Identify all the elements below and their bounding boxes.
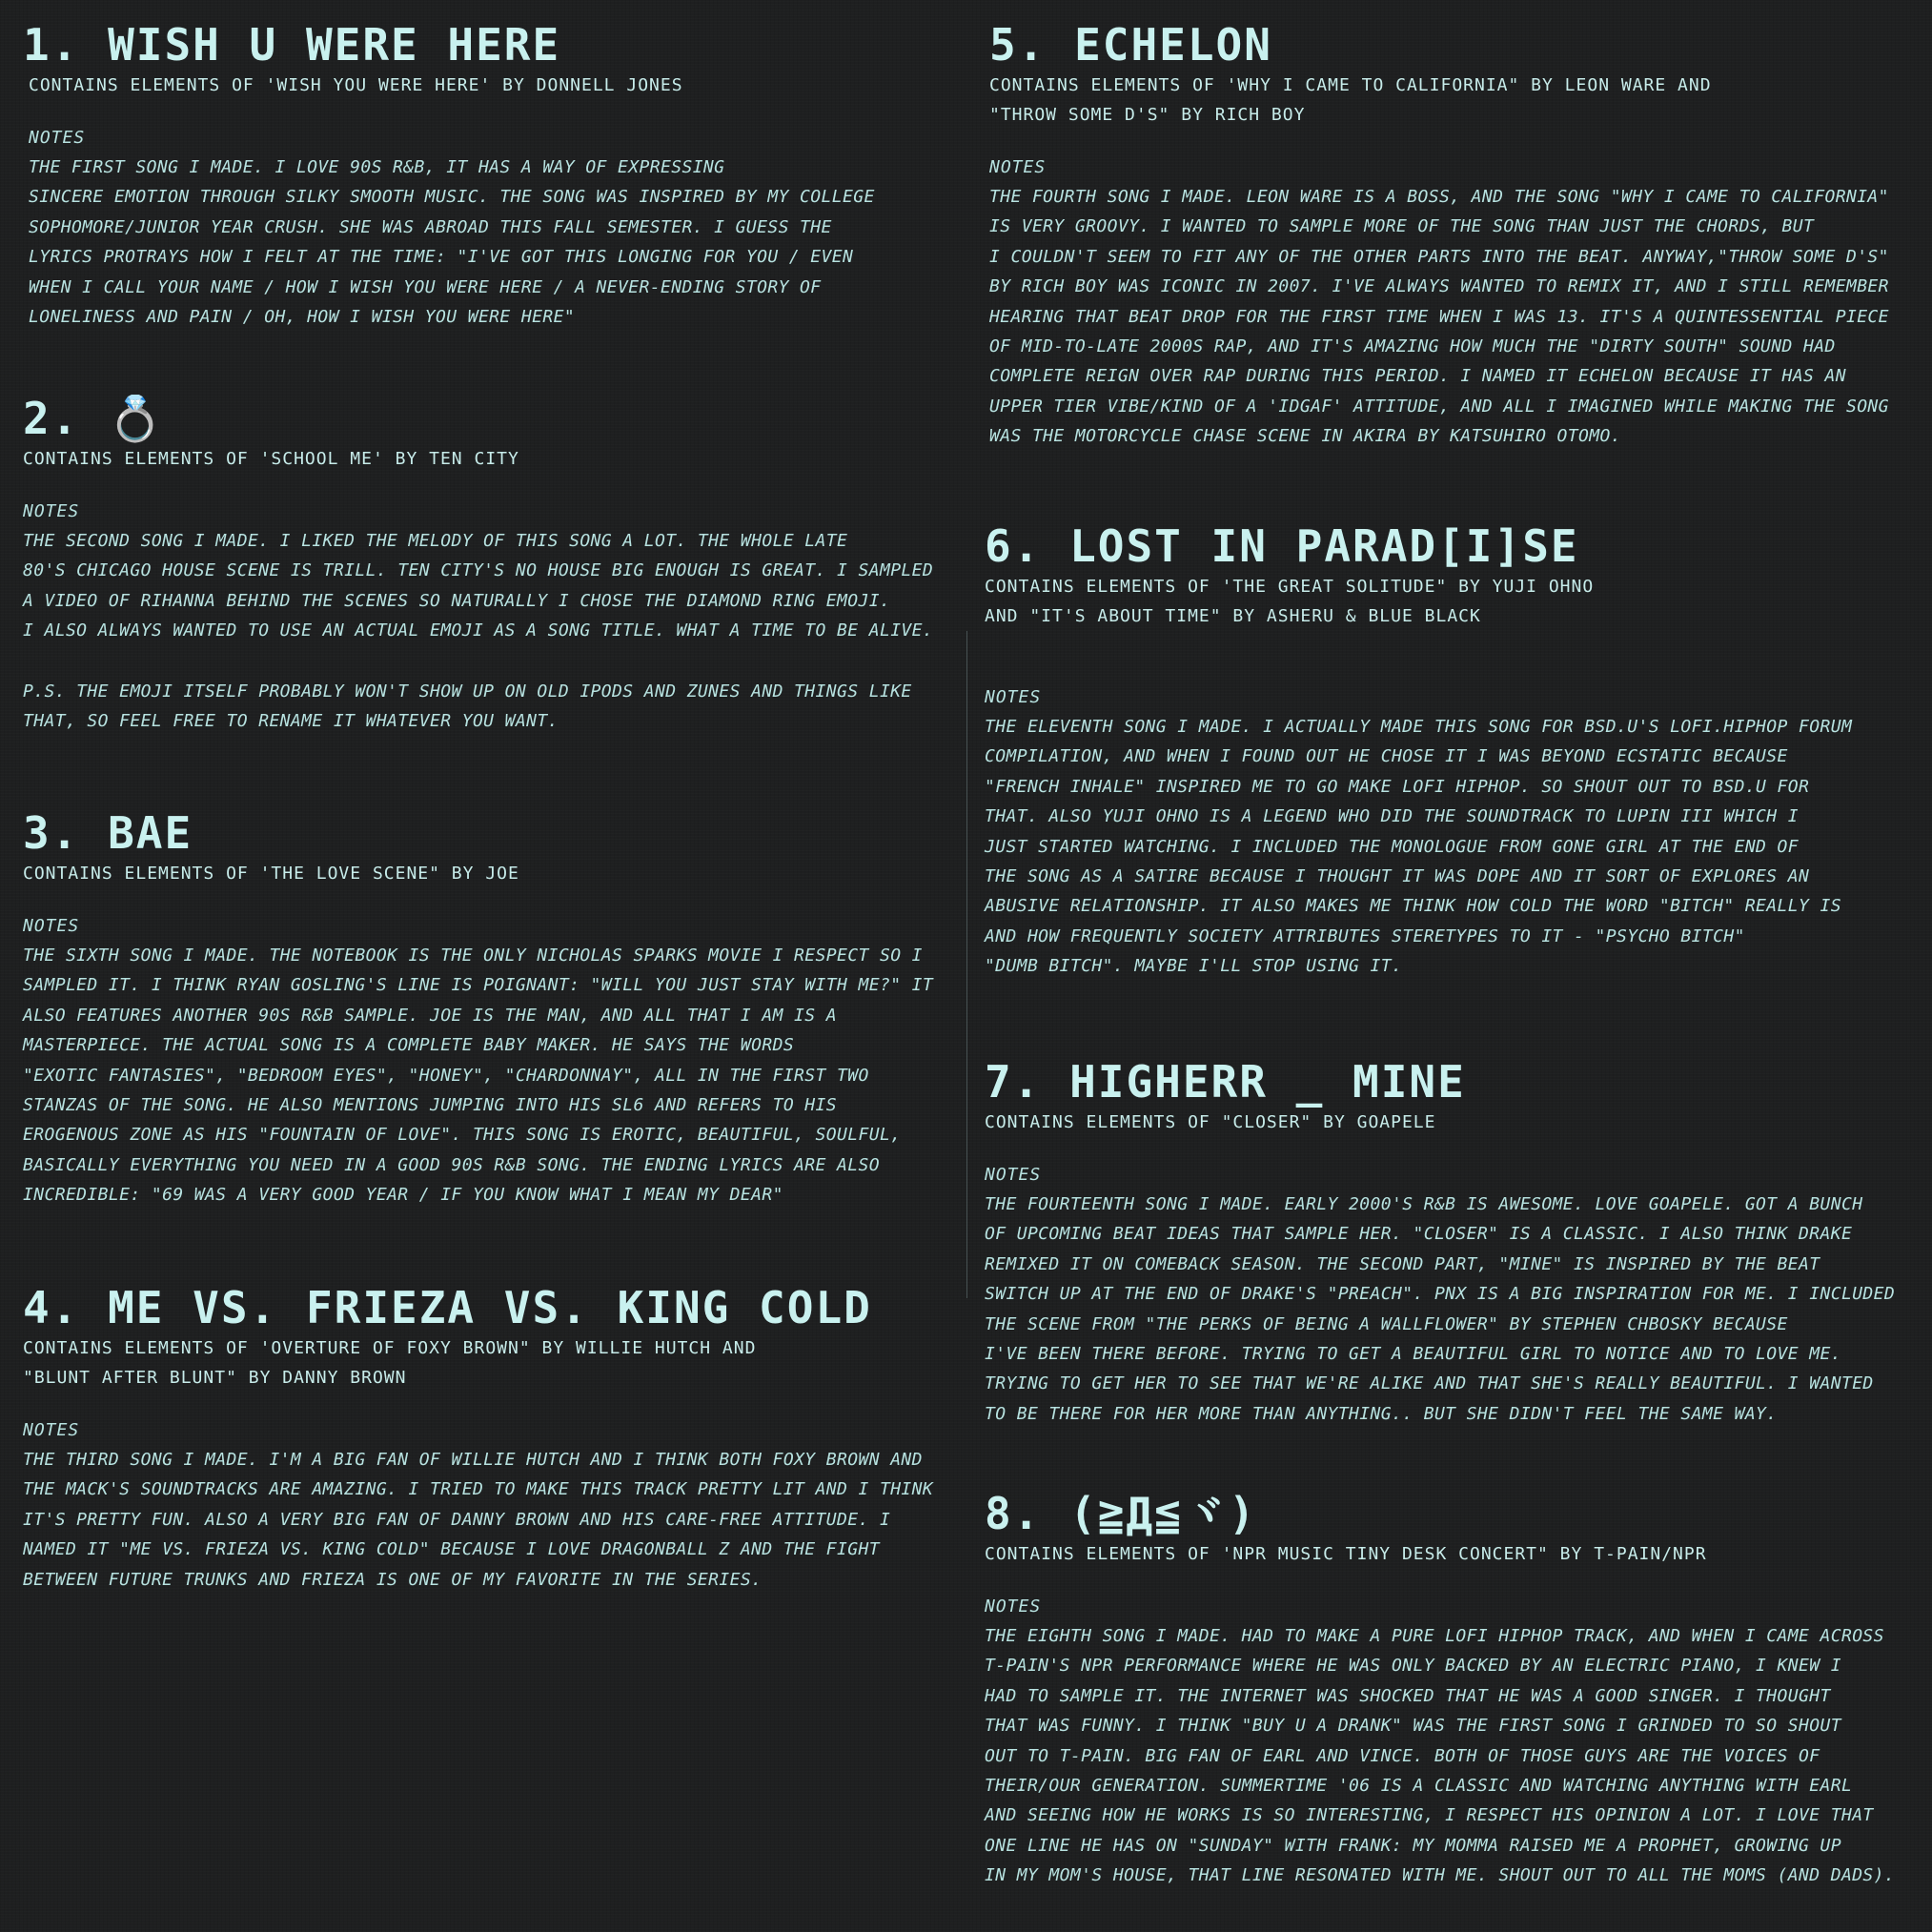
- song-credit: CONTAINS ELEMENTS OF 'OVERTURE OF FOXY BROWN" BY WILLIE HUTCH AND "BLUNT AFTER BLUNT" BY DANNY BROWN: [23, 1338, 757, 1388]
- song-6: [985, 520, 1909, 982]
- song-title: 4. ME VS. FRIEZA VS. KING COLD: [23, 1282, 872, 1333]
- song-4: [23, 1282, 957, 1595]
- song-8: [985, 1488, 1909, 1891]
- notes-label: NOTES: [23, 1420, 80, 1440]
- song-notes: THE SIXTH SONG I MADE. THE NOTEBOOK IS THE ONLY NICHOLAS SPARKS MOVIE I RESPECT SO I SAMPLED IT. I THINK RYAN GOSLING'S LINE IS POIGNANT: "WILL YOU JUST STAY WITH ME?" IT ALSO FEATURES ANOTHER 90S R&B SAMPLE. JOE IS THE MAN, AND ALL THAT I AM IS A MASTERPIECE. THE ACTUAL SONG IS A COMPLETE BABY MAKER. HE SAYS THE WORDS "EXOTIC FANTASIES", "BEDROOM EYES", "HONEY", "CHARDONNAY", ALL IN THE FIRST TWO STANZAS OF THE SONG. HE ALSO MENTIONS JUMPING INTO HIS SL6 AND REFERS TO HIS EROGENOUS ZONE AS HIS "FOUNTAIN OF LOVE". THIS SONG IS EROTIC, BEAUTIFUL, SOULFUL, BASICALLY EVERYTHING YOU NEED IN A GOOD 90S R&B SONG. THE ENDING LYRICS ARE ALSO INCREDIBLE: "69 WAS A VERY GOOD YEAR / IF YOU KNOW WHAT I MEAN MY DEAR": [23, 946, 934, 1206]
- song-5: [989, 19, 1909, 452]
- song-3: [23, 807, 957, 1210]
- song-notes: THE FOURTH SONG I MADE. LEON WARE IS A BOSS, AND THE SONG "WHY I CAME TO CALIFORNIA" IS VERY GROOVY. I WANTED TO SAMPLE MORE OF THE SONG THAN JUST THE CHORDS, BUT I COULDN'T SEEM TO FIT ANY OF THE OTHER PARTS INTO THE BEAT. ANYWAY,"THROW SOME D'S" BY RICH BOY WAS ICONIC IN 2007. I'VE ALWAYS WANTED TO REMIX IT, AND I STILL REMEMBER HEARING THAT BEAT DROP FOR THE FIRST TIME WHEN I WAS 13. IT'S A QUINTESSENTIAL PIECE OF MID-TO-LATE 2000S RAP, AND IT'S AMAZING HOW MUCH THE "DIRTY SOUTH" SOUND HAD COMPLETE REIGN OVER RAP DURING THIS PERIOD. I NAMED IT ECHELON BECAUSE IT HAS AN UPPER TIER VIBE/KIND OF A 'IDGAF' ATTITUDE, AND ALL I IMAGINED WHILE MAKING THE SONG WAS THE MOTORCYCLE CHASE SCENE IN AKIRA BY KATSUHIRO OTOMO.: [989, 187, 1889, 447]
- notes-label: NOTES: [29, 128, 86, 148]
- song-credit: CONTAINS ELEMENTS OF 'THE GREAT SOLITUDE" BY YUJI OHNO AND "IT'S ABOUT TIME" BY ASHERU & BLUE BLACK: [985, 577, 1595, 626]
- song-credit: CONTAINS ELEMENTS OF 'THE LOVE SCENE" BY JOE: [23, 864, 519, 884]
- song-credit: CONTAINS ELEMENTS OF 'WHY I CAME TO CALIFORNIA" BY LEON WARE AND "THROW SOME D'S" BY RICH BOY: [989, 75, 1712, 125]
- notes-label: NOTES: [985, 1596, 1042, 1617]
- song-title: 8. (≧Д≦ヾ): [985, 1488, 1257, 1539]
- notes-label: NOTES: [23, 916, 80, 936]
- song-notes: THE SECOND SONG I MADE. I LIKED THE MELODY OF THIS SONG A LOT. THE WHOLE LATE 80'S CHICAGO HOUSE SCENE IS TRILL. TEN CITY'S NO HOUSE BIG ENOUGH IS GREAT. I SAMPLED A VIDEO OF RIHANNA BEHIND THE SCENES SO NATURALLY I CHOSE THE DIAMOND RING EMOJI. I ALSO ALWAYS WANTED TO USE AN ACTUAL EMOJI AS A SONG TITLE. WHAT A TIME TO BE ALIVE.: [23, 531, 934, 641]
- song-notes: THE ELEVENTH SONG I MADE. I ACTUALLY MADE THIS SONG FOR BSD.U'S LOFI.HIPHOP FORUM COMPILATION, AND WHEN I FOUND OUT HE CHOSE IT I WAS BEYOND ECSTATIC BECAUSE "FRENCH INHALE" INSPIRED ME TO GO MAKE LOFI HIPHOP. SO SHOUT OUT TO BSD.U FOR THAT. ALSO YUJI OHNO IS A LEGEND WHO DID THE SOUNDTRACK TO LUPIN III WHICH I JUST STARTED WATCHING. I INCLUDED THE MONOLOGUE FROM GONE GIRL AT THE END OF THE SONG AS A SATIRE BECAUSE I THOUGHT IT WAS DOPE AND IT SORT OF EXPLORES AN ABUSIVE RELATIONSHIP. IT ALSO MAKES ME THINK HOW COLD THE WORD "BITCH" REALLY IS AND HOW FREQUENTLY SOCIETY ATTRIBUTES STERETYPES TO IT - "PSYCHO BITCH" "DUMB BITCH". MAYBE I'LL STOP USING IT.: [985, 717, 1853, 977]
- song-credit: CONTAINS ELEMENTS OF 'NPR MUSIC TINY DESK CONCERT" BY T-PAIN/NPR: [985, 1544, 1707, 1564]
- song-credit: CONTAINS ELEMENTS OF 'WISH YOU WERE HERE' BY DONNELL JONES: [29, 75, 683, 95]
- song-1: [23, 19, 957, 332]
- song-credit: CONTAINS ELEMENTS OF "CLOSER" BY GOAPELE: [985, 1112, 1436, 1132]
- song-notes: THE THIRD SONG I MADE. I'M A BIG FAN OF WILLIE HUTCH AND I THINK BOTH FOXY BROWN AND THE MACK'S SOUNDTRACKS ARE AMAZING. I TRIED TO MAKE THIS TRACK PRETTY LIT AND I THINK IT'S PRETTY FUN. ALSO A VERY BIG FAN OF DANNY BROWN AND HIS CARE-FREE ATTITUDE. I NAMED IT "ME VS. FRIEZA VS. KING COLD" BECAUSE I LOVE DRAGONBALL Z AND THE FIGHT BETWEEN FUTURE TRUNKS AND FRIEZA IS ONE OF MY FAVORITE IN THE SERIES.: [23, 1450, 934, 1590]
- song-credit: CONTAINS ELEMENTS OF 'SCHOOL ME' BY TEN CITY: [23, 449, 519, 469]
- notes-label: NOTES: [23, 501, 80, 521]
- song-postscript: P.S. THE EMOJI ITSELF PROBABLY WON'T SHOW UP ON OLD IPODS AND ZUNES AND THINGS LIKE THAT, SO FEEL FREE TO RENAME IT WHATEVER YOU WANT.: [23, 681, 912, 732]
- song-title: 1. WISH U WERE HERE: [23, 19, 561, 71]
- song-notes: THE FOURTEENTH SONG I MADE. EARLY 2000'S R&B IS AWESOME. LOVE GOAPELE. GOT A BUNCH OF UPCOMING BEAT IDEAS THAT SAMPLE HER. "CLOSER" IS A CLASSIC. I ALSO THINK DRAKE REMIXED IT ON COMEBACK SEASON. THE SECOND PART, "MINE" IS INSPIRED BY THE BEAT SWITCH UP AT THE END OF DRAKE'S "PREACH". PNX IS A BIG INSPIRATION FOR ME. I INCLUDED THE SCENE FROM "THE PERKS OF BEING A WALLFLOWER" BY STEPHEN CHBOSKY BECAUSE I'VE BEEN THERE BEFORE. TRYING TO GET A BEAUTIFUL GIRL TO NOTICE AND TO LOVE ME. TRYING TO GET HER TO SEE THAT WE'RE ALIKE AND THAT SHE'S REALLY BEAUTIFUL. I WANTED TO BE THERE FOR HER MORE THAN ANYTHING.. BUT SHE DIDN'T FEEL THE SAME WAY.: [985, 1194, 1896, 1424]
- song-title: 2. 💍: [23, 393, 165, 444]
- notes-label: NOTES: [985, 687, 1042, 707]
- song-title: 5. ECHELON: [989, 19, 1272, 71]
- song-2: [23, 393, 957, 736]
- notes-label: NOTES: [985, 1165, 1042, 1185]
- song-title: 3. BAE: [23, 807, 193, 859]
- song-notes: THE FIRST SONG I MADE. I LOVE 90S R&B, IT HAS A WAY OF EXPRESSING SINCERE EMOTION THROUGH SILKY SMOOTH MUSIC. THE SONG WAS INSPIRED BY MY COLLEGE SOPHOMORE/JUNIOR YEAR CRUSH. SHE WAS ABROAD THIS FALL SEMESTER. I GUESS THE LYRICS PROTRAYS HOW I FELT AT THE TIME: "I'VE GOT THIS LONGING FOR YOU / EVEN WHEN I CALL YOUR NAME / HOW I WISH YOU WERE HERE / A NEVER-ENDING STORY OF LONELINESS AND PAIN / OH, HOW I WISH YOU WERE HERE": [29, 157, 875, 328]
- song-7: [985, 1056, 1909, 1429]
- song-title: 6. LOST IN PARAD[I]SE: [985, 520, 1579, 572]
- column-divider: [966, 631, 967, 1298]
- song-title: 7. HIGHERR _ MINE: [985, 1056, 1466, 1108]
- song-notes: THE EIGHTH SONG I MADE. HAD TO MAKE A PURE LOFI HIPHOP TRACK, AND WHEN I CAME ACROSS T-PAIN'S NPR PERFORMANCE WHERE HE WAS ONLY BACKED BY AN ELECTRIC PIANO, I KNEW I HAD TO SAMPLE IT. THE INTERNET WAS SHOCKED THAT HE WAS A GOOD SINGER. I THOUGHT THAT WAS FUNNY. I THINK "BUY U A DRANK" WAS THE FIRST SONG I GRINDED TO SO SHOUT OUT TO T-PAIN. BIG FAN OF EARL AND VINCE. BOTH OF THOSE GUYS ARE THE VOICES OF THEIR/OUR GENERATION. SUMMERTIME '06 IS A CLASSIC AND WATCHING ANYTHING WITH EARL AND SEEING HOW HE WORKS IS SO INTERESTING, I RESPECT HIS OPINION A LOT. I LOVE THAT ONE LINE HE HAS ON "SUNDAY" WITH FRANK: MY MOMMA RAISED ME A PROPHET, GROWING UP IN MY MOM'S HOUSE, THAT LINE RESONATED WITH ME. SHOUT OUT TO ALL THE MOMS (AND DADS).: [985, 1626, 1896, 1886]
- notes-label: NOTES: [989, 157, 1047, 177]
